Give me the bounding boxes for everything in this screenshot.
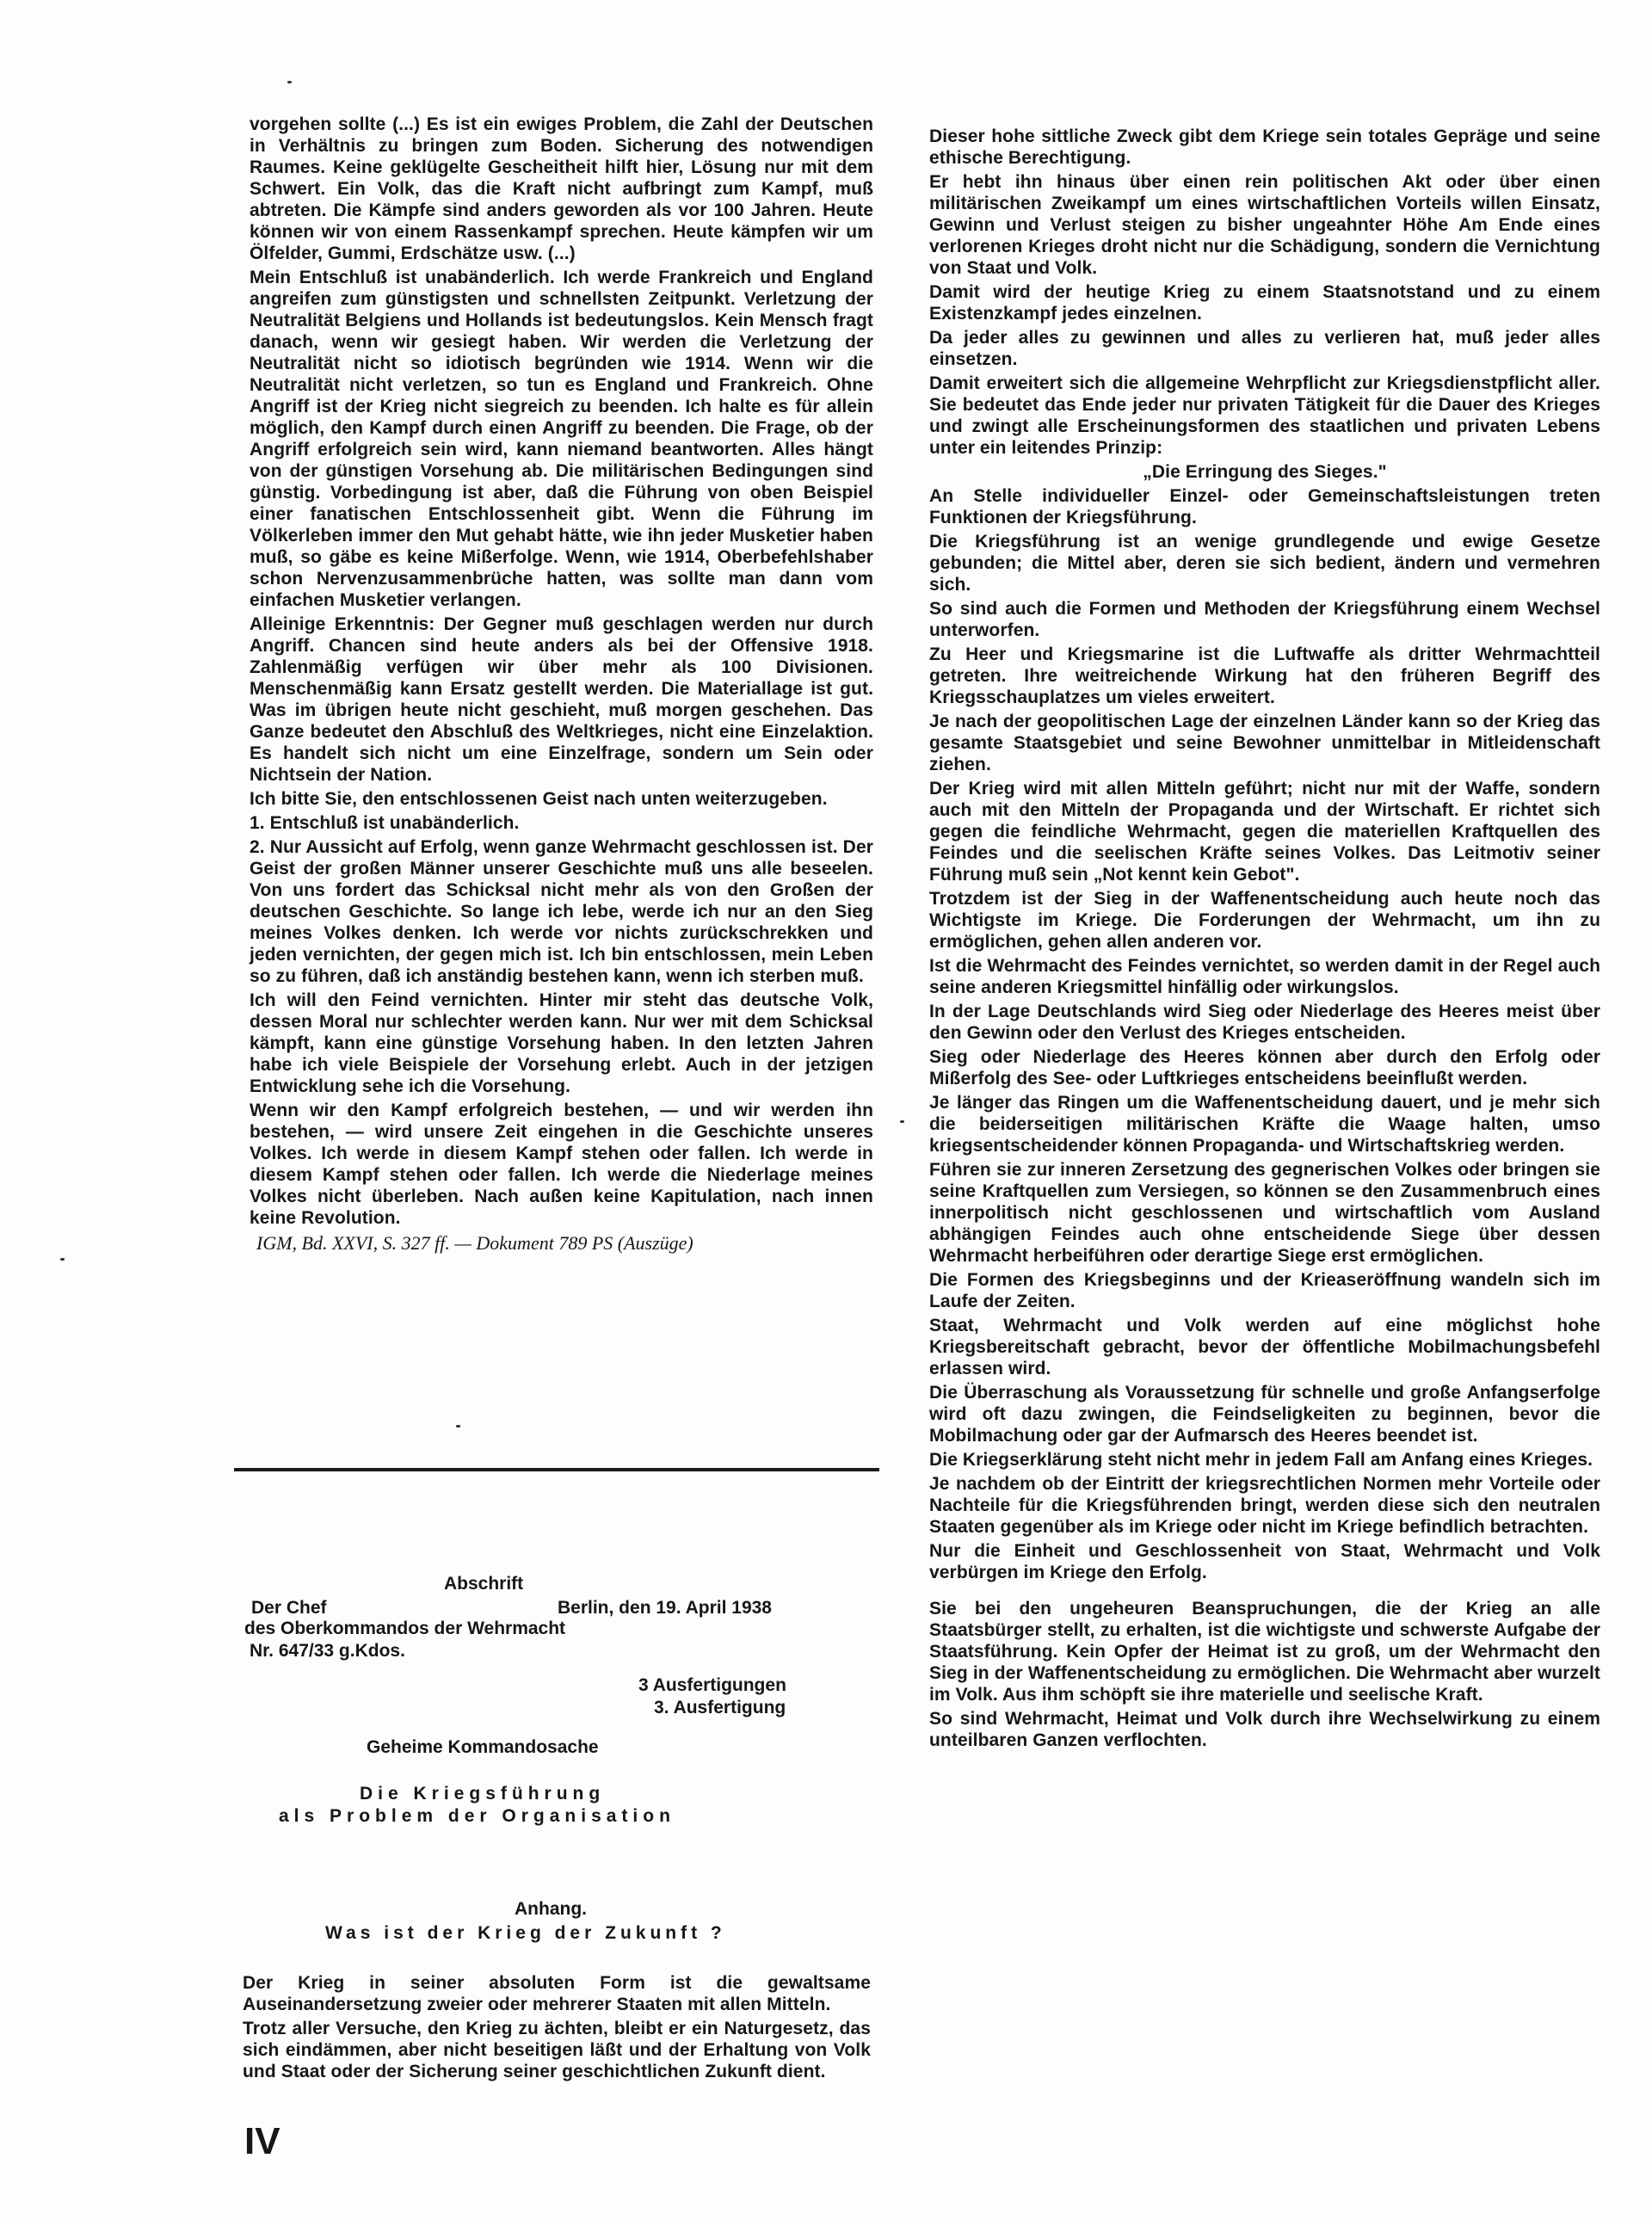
right-column xyxy=(929,126,1600,1754)
right-quote: „Die Erringung des Sieges." xyxy=(1143,462,1387,482)
section-divider xyxy=(234,1468,879,1471)
sender-title: Der Chef xyxy=(251,1598,327,1618)
scan-speck xyxy=(456,1425,460,1428)
left-paragraph: Wenn wir den Kampf erfolgreich bestehen, — und wir werden ihn bestehen, — wird unsere Zeit eingehen in die Geschichte unseres Volkes. Ich werde in diesem Kampf stehen oder fallen. Ich werde in diesem Kampf stehen oder fallen. Ich werde die Niederlage meines Volkes nicht überleben. Nach außen keine Kapitulation, nach innen keine Revolution. xyxy=(250,1101,873,1228)
scan-speck xyxy=(287,81,292,83)
left-list-item: 1. Entschluß ist unabänderlich. xyxy=(250,813,520,833)
right-paragraph: Damit erweitert sich die allgemeine Wehrpflicht zur Kriegsdienstpflicht aller. Sie bedeutet das Ende jeder nur privaten Tätigkeit für die Dauer des Krieges und zwingt alle Erscheinungsformen des staatlichen und privaten Lebens unter ein leitendes Prinzip: xyxy=(929,373,1600,458)
right-paragraph: Die Überraschung als Voraussetzung für schnelle und große Anfangserfolge wird oft dazu zwingen, die Feindseligkeiten zu beginnen, bevor die Mobilmachung oder gar der Aufmarsch des Heeres beendet ist. xyxy=(929,1383,1600,1446)
right-paragraph: Sieg oder Niederlage des Heeres können aber durch den Erfolg oder Mißerfolg des See- oder Luftkrieges entscheidens beeinflußt werden. xyxy=(929,1047,1600,1088)
right-paragraph: Die Kriegserklärung steht nicht mehr in jedem Fall am Anfang eines Krieges. xyxy=(929,1450,1593,1470)
scan-speck xyxy=(60,1258,65,1261)
paragraph-gap xyxy=(929,1586,1600,1598)
document-title-line-1: Die Kriegsführung xyxy=(360,1784,606,1804)
appendix-body xyxy=(243,1972,871,2085)
left-column xyxy=(250,114,873,1255)
document-title-line-2: als Problem der Organisation xyxy=(279,1806,675,1826)
source-citation: IGM, Bd. XXVI, S. 327 ff. — Dokument 789 PS (Auszüge) xyxy=(256,1232,693,1254)
copies-count: 3 Ausfertigungen xyxy=(638,1675,786,1695)
classification-label: Geheime Kommandosache xyxy=(367,1737,599,1757)
left-paragraph: Ich bitte Sie, den entschlossenen Geist nach unten weiterzugeben. xyxy=(250,789,828,809)
right-paragraph: Dieser hohe sittliche Zweck gibt dem Kriege sein totales Gepräge und seine ethische Berechtigung. xyxy=(929,126,1600,168)
appendix-label: Anhang. xyxy=(515,1899,587,1919)
right-paragraph: Damit wird der heutige Krieg zu einem Staatsnotstand und zu einem Existenzkampf jedes einzelnen. xyxy=(929,282,1600,324)
appendix-question: Was ist der Krieg der Zukunft ? xyxy=(325,1923,726,1943)
right-closing-paragraph: Sie bei den ungeheuren Beanspruchungen, die der Krieg an alle Staatsbürger stellt, zu erhalten, ist die wichtigste und schwerste Aufgabe der Staatsführung. Kein Opfer der Heimat ist zu groß, um der Wehrmacht den Sieg in der Waffenentscheidung zu ermöglichen. Die Wehrmacht aber wurzelt im Volk. Aus ihm schöpft sie ihre materielle und seelische Kraft. xyxy=(929,1599,1600,1705)
right-paragraph: Zu Heer und Kriegsmarine ist die Luftwaffe als dritter Wehrmachtteil getreten. Ihre weitreichende Wirkung hat den früheren Begriff des Kriegsschauplatzes um vieles erweitert. xyxy=(929,644,1600,707)
scan-speck xyxy=(900,1120,904,1123)
right-paragraph: Je nach der geopolitischen Lage der einzelnen Länder kann so der Krieg das gesamte Staatsgebiet und seine Bewohner unmittelbar in Mitleidenschaft ziehen. xyxy=(929,712,1600,774)
right-paragraph: Ist die Wehrmacht des Feindes vernichtet, so werden damit in der Regel auch seine anderen Kriegsmittel hinfällig oder wirkungslos. xyxy=(929,956,1600,997)
right-closing-paragraph: So sind Wehrmacht, Heimat und Volk durch ihre Wechselwirkung zu einem unteilbaren Ganzen verflochten. xyxy=(929,1709,1600,1750)
appendix-paragraph: Der Krieg in seiner absoluten Form ist die gewaltsame Auseinandersetzung zweier oder mehrerer Staaten mit allen Mitteln. xyxy=(243,1973,871,2014)
left-paragraph: Alleinige Erkenntnis: Der Gegner muß geschlagen werden nur durch Angriff. Chancen sind heute anders als bei der Offensive 1918. Zahlenmäßig verfügen wir über mehr als 100 Divisionen. Menschenmäßig kann Ersatz gestellt werden. Die Materiallage ist gut. Was im übrigen heute nicht geschieht, muß morgen geschehen. Das Ganze bedeutet den Abschluß des Weltkrieges, nicht eine Einzelaktion. Es handelt sich nicht um eine Einzelfrage, sondern um Sein oder Nichtsein der Nation. xyxy=(250,614,873,785)
right-paragraph: An Stelle individueller Einzel- oder Gemeinschaftsleistungen treten Funktionen der Kriegsführung. xyxy=(929,486,1600,527)
sender-organisation: des Oberkommandos der Wehrmacht xyxy=(244,1619,566,1638)
right-paragraph: So sind auch die Formen und Methoden der Kriegsführung einem Wechsel unterworfen. xyxy=(929,599,1600,640)
document-number: Nr. 647/33 g.Kdos. xyxy=(250,1641,405,1661)
right-paragraph: Je nachdem ob der Eintritt der kriegsrechtlichen Normen mehr Vorteile oder Nachteile für die Kriegsführenden bringt, werden diese sich den neutralen Staaten gegenüber als im Kriege oder nicht im Kriege befindlich betrachten. xyxy=(929,1474,1600,1537)
left-paragraph: Ich will den Feind vernichten. Hinter mir steht das deutsche Volk, dessen Moral nur schlechter werden kann. Nur wer mit dem Schicksal kämpft, kann eine günstige Vorsehung haben. In den letzten Jahren habe ich viele Beispiele der Vorsehung erlebt. Auch in der jetzigen Entwicklung sehe ich die Vorsehung. xyxy=(250,990,873,1096)
right-paragraph: Trotzdem ist der Sieg in der Waffenentscheidung auch heute noch das Wichtigste im Kriege. Die Forderungen der Wehrmacht, um ihn zu ermöglichen, gehen allen anderen vor. xyxy=(929,889,1600,952)
left-list-item: 2. Nur Aussicht auf Erfolg, wenn ganze Wehrmacht geschlossen ist. Der Geist der großen Männer unserer Geschichte muß uns alle beseelen. Von uns fordert das Schicksal nicht mehr als von den Großen der deutschen Geschichte. So lange ich lebe, werde ich nur an den Sieg meines Volkes denken. Ich werde vor nichts zurückschrekken und jeden vernichten, der gegen mich ist. Ich bin entschlossen, mein Leben so zu führen, daß ich anständig bestehen kann, wenn ich sterben muß. xyxy=(250,837,873,986)
copy-number: 3. Ausfertigung xyxy=(654,1698,786,1717)
right-paragraph: Staat, Wehrmacht und Volk werden auf eine möglichst hohe Kriegsbereitschaft gebracht, bevor der öffentliche Mobilmachungsbefehl erlassen wird. xyxy=(929,1316,1600,1378)
right-paragraph: Da jeder alles zu gewinnen und alles zu verlieren hat, muß jeder alles einsetzen. xyxy=(929,328,1600,369)
right-paragraph: Die Formen des Kriegsbeginns und der Krieaseröffnung wandeln sich im Laufe der Zeiten. xyxy=(929,1270,1600,1311)
right-paragraph: Je länger das Ringen um die Waffenentscheidung dauert, und je mehr sich die beiderseitigen militärischen Kräfte die Waage halten, umso kriegsentscheidender können Propaganda- und Wirtschaftskrieg werden. xyxy=(929,1093,1600,1156)
abschrift-label: Abschrift xyxy=(444,1574,524,1594)
page-number: IV xyxy=(244,2120,280,2162)
right-paragraph: Führen sie zur inneren Zersetzung des gegnerischen Volkes oder bringen sie seine Kraftquellen zum Versiegen, so können se den Zusammenbruch eines innerpolitisch nicht geschlossenen und wirtschaftlich vom Ausland abhängigen Feindes auch ohne entscheidende Siege über dessen Wehrmacht herbeiführen oder derartige Siege erst ermöglichen. xyxy=(929,1160,1600,1266)
right-paragraph: In der Lage Deutschlands wird Sieg oder Niederlage des Heeres meist über den Gewinn oder den Verlust des Krieges entscheiden. xyxy=(929,1002,1600,1043)
right-paragraph: Er hebt ihn hinaus über einen rein politischen Akt oder über einen militärischen Zweikampf um eines wirtschaftlichen Vorteils willen Einsatz, Gewinn und Verlust steigen zu bisher ungeahnter Höhe Am Ende eines verlorenen Krieges droht nicht nur die Schädigung, sondern die Vernichtung von Staat und Volk. xyxy=(929,172,1600,278)
left-paragraph: vorgehen sollte (...) Es ist ein ewiges Problem, die Zahl der Deutschen in Verhältnis zu bringen zum Boden. Sicherung des notwendigen Raumes. Keine geklügelte Gescheitheit hilft hier, Lösung nur mit dem Schwert. Ein Volk, das die Kraft nicht aufbringt zum Kampf, muß abtreten. Die Kämpfe sind anders geworden als vor 100 Jahren. Heute können wir von einem Rassenkampf sprechen. Heute kämpfen wir um Ölfelder, Gummi, Erdschätze usw. (...) xyxy=(250,114,873,263)
appendix-paragraph: Trotz aller Versuche, den Krieg zu ächten, bleibt er ein Naturgesetz, das sich eindämmen, aber nicht beseitigen läßt und der Erhaltung von Volk und Staat oder der Sicherung seiner geschichtlichen Zukunft dient. xyxy=(243,2019,871,2081)
place-date: Berlin, den 19. April 1938 xyxy=(558,1598,772,1618)
left-paragraph: Mein Entschluß ist unabänderlich. Ich werde Frankreich und England angreifen zum günstigsten und schnellsten Zeitpunkt. Verletzung der Neutralität Belgiens und Hollands ist bedeutungslos. Kein Mensch fragt danach, wenn wir gesiegt haben. Wir werden die Verletzung der Neutralität nicht so idiotisch begründen wie 1914. Wenn wir die Neutralität nicht verletzen, so tun es England und Frankreich. Ohne Angriff ist der Krieg nicht siegreich zu beenden. Ich halte es für allein möglich, den Kampf durch einen Angriff zu beenden. Die Frage, ob der Angriff erfolgreich sein wird, kann niemand beantworten. Alles hängt von der günstigen Vorsehung ab. Die militärischen Bedingungen sind günstig. Vorbedingung ist aber, daß die Führung von oben Beispiel einer fanatischen Entschlossenheit gibt. Wenn die Führung im Völkerleben immer den Mut gehabt hätte, wie ihn jeder Musketier haben muß, so gäbe es keine Mißerfolge. Wenn, wie 1914, Oberbefehlshaber schon Nervenzusammenbrüche hatten, was sollte man dann vom einfachen Musketier verlangen. xyxy=(250,268,873,610)
right-paragraph: Nur die Einheit und Geschlossenheit von Staat, Wehrmacht und Volk verbürgen im Kriege den Erfolg. xyxy=(929,1541,1600,1582)
right-paragraph: Die Kriegsführung ist an wenige grundlegende und ewige Gesetze gebunden; die Mittel aber, deren sie sich bedient, ändern und vermehren sich. xyxy=(929,532,1600,595)
right-paragraph: Der Krieg wird mit allen Mitteln geführt; nicht nur mit der Waffe, sondern auch mit den Mitteln der Propaganda und der Wirtschaft. Er richtet sich gegen die feindliche Wehrmacht, gegen die materiellen Kraftquellen des Feindes und die seelischen Kräfte seines Volkes. Das Leitmotiv seiner Führung muß sein „Not kennt kein Gebot". xyxy=(929,779,1600,885)
